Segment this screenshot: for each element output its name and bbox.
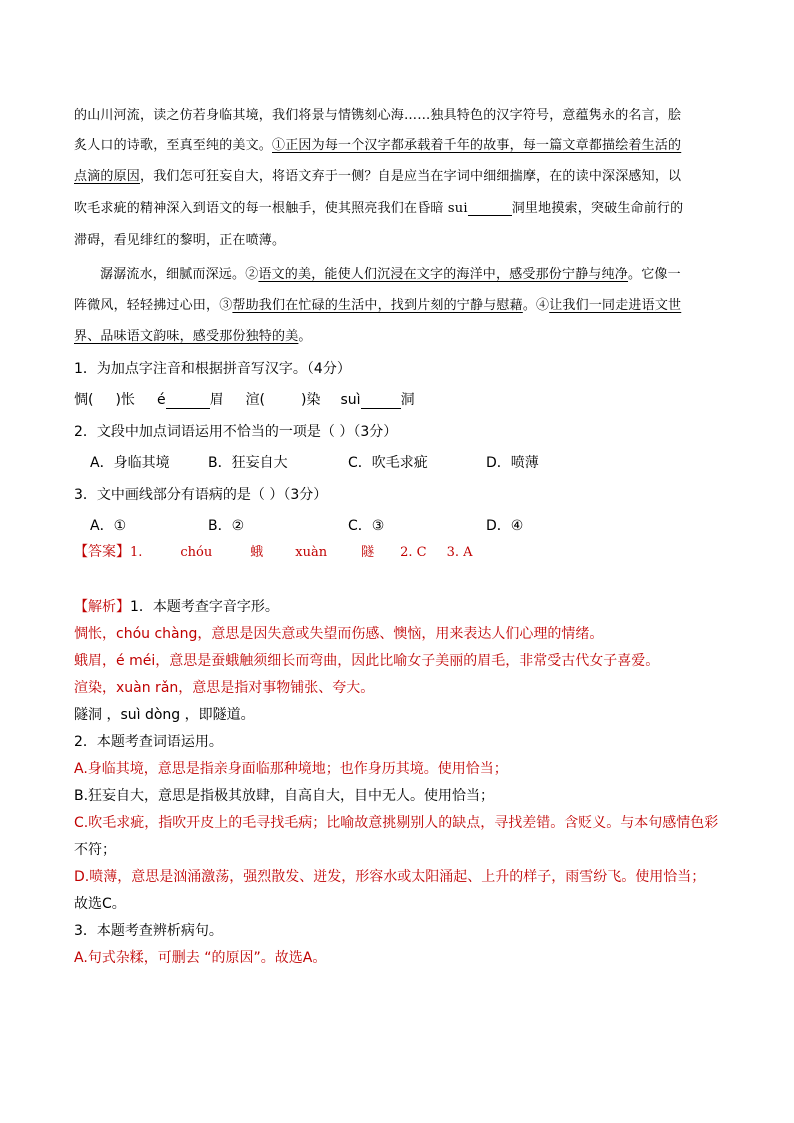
q3-option-a: A．① xyxy=(90,518,127,534)
q2-option-d: D．喷薄 xyxy=(486,455,539,471)
passage-line-3 xyxy=(74,165,681,184)
q2-option-c: C．吹毛求疵 xyxy=(348,455,428,471)
answer-item: 隧 xyxy=(361,545,375,560)
question-1-items xyxy=(74,389,415,409)
analysis-line: 不符； xyxy=(74,842,116,858)
question-3: 3．文中画线部分有语病的是（ ）（3分） xyxy=(74,487,328,503)
question-1: 1．为加点字注音和根据拼音写汉字。（4分） xyxy=(74,361,351,377)
answer-item: 2. C xyxy=(400,545,427,560)
analysis-line: 故选C。 xyxy=(74,896,126,912)
q1-item: )染 xyxy=(301,392,321,408)
analysis-intro: 1．本题考查字音字形。 xyxy=(130,599,279,615)
underlined-sentence-1: ①正因为每一个汉字都承载着千年的故事，每一篇文章都描绘着生活的 xyxy=(272,138,682,153)
analysis-line: 蛾眉，é méi，意思是蚕蛾触须细长而弯曲，因此比喻女子美丽的眉毛，非常受古代女子喜爱。 xyxy=(74,653,660,669)
underlined-sentence-3: 帮助我们在忙碌的生活中，找到片刻的宁静与慰藉 xyxy=(232,298,523,313)
analysis-line: D.喷薄，意思是汹涌激荡，强烈散发、迸发，形容水或太阳涌起、上升的样子，雨雪纷飞。使用恰当； xyxy=(74,869,706,885)
analysis-label: 【解析】 xyxy=(74,599,130,615)
question-2: 2．文段中加点词语运用不恰当的一项是（ ）（3分） xyxy=(74,424,398,440)
underlined-sentence-4: 让我们一同走进语文世 xyxy=(549,298,682,313)
analysis-line: 隧洞 ，suì dòng ，即隧道。 xyxy=(74,707,255,723)
passage-text: 阵微风，轻轻拂过心田， xyxy=(74,298,220,313)
analysis-line: B.狂妄自大，意思是指极其放肆，自高自大，目中无人。使用恰当； xyxy=(74,788,495,804)
passage-text: 炙人口的诗歌，至真至纯的美文。 xyxy=(74,138,273,153)
answer-item: 蛾 xyxy=(250,545,264,560)
q2-option-b: B．狂妄自大 xyxy=(208,455,288,471)
answer-label: 【答案】 xyxy=(74,544,130,560)
q1-item: suì xyxy=(340,392,361,408)
passage-text: 潺潺流水，细腻而深远。 xyxy=(100,267,246,282)
analysis-line: 3．本题考查辨析病句。 xyxy=(74,923,223,939)
answer-item: chóu xyxy=(180,545,213,560)
q3-option-b: B．② xyxy=(208,518,245,534)
analysis-line: A.句式杂糅，可删去 “的原因”。故选A。 xyxy=(74,950,327,966)
underlined-sentence-2: 语文的美，能使人们沉浸在文字的海洋中，感受那份宁静与纯净 xyxy=(258,267,629,282)
passage-line-2 xyxy=(74,134,681,153)
q2-option-a: A．身临其境 xyxy=(90,455,170,471)
answer-line xyxy=(74,541,473,561)
passage-text: 。 xyxy=(298,329,312,344)
marker-4: ④ xyxy=(536,298,550,313)
q3-option-d: D．④ xyxy=(486,518,524,534)
underlined-sentence-1-end: 点滴的原因 xyxy=(74,169,141,184)
passage-line-7 xyxy=(74,294,681,313)
analysis-line: 渲染，xuàn rǎn，意思是指对事物铺张、夸大。 xyxy=(74,680,375,696)
q1-item: 惆( xyxy=(74,392,94,408)
passage-line-5: 滞碍，看见绯红的黎明，正在喷薄。 xyxy=(74,233,286,248)
passage-text: 。 xyxy=(522,298,537,313)
underlined-sentence-4-end: 界、品味语文韵味，感受那份独特的美 xyxy=(74,329,299,344)
answer-item: 3. A xyxy=(446,545,473,560)
q3-option-c: C．③ xyxy=(348,518,385,534)
q1-item: 眉 xyxy=(209,392,224,408)
analysis-header xyxy=(74,596,279,616)
passage-line-6 xyxy=(100,263,681,282)
analysis-line: 2．本题考查词语运用。 xyxy=(74,734,223,750)
passage-text: ，我们怎可狂妄自大，将语文弃于一侧？自是应当在字词中细细揣摩，在的读中深深感知，以 xyxy=(140,169,682,184)
q1-item: é xyxy=(156,392,166,408)
q1-item: 渲( xyxy=(245,392,266,408)
fill-blank xyxy=(361,394,401,409)
answer-item: 1. xyxy=(130,545,143,560)
marker-2: ② xyxy=(245,267,259,282)
passage-text: 洞里地摸索，突破生命前行的 xyxy=(511,201,684,216)
answer-item: xuàn xyxy=(295,545,328,560)
q1-item: 洞 xyxy=(400,392,415,408)
analysis-line: 惆怅，chóu chàng，意思是因失意或失望而伤感、懊恼，用来表达人们心理的情绪。 xyxy=(74,626,604,642)
q1-item: )怅 xyxy=(115,392,135,408)
analysis-line: C.吹毛求疵，指吹开皮上的毛寻找毛病；比喻故意挑剔别人的缺点，寻找差错。含贬义。与本句感情色彩 xyxy=(74,815,719,831)
fill-blank xyxy=(468,201,512,216)
passage-line-1: 的山川河流，读之仿若身临其境，我们将景与情镌刻心海……独具特色的汉字符号，意蕴隽永的名言，脍 xyxy=(74,108,682,123)
passage-line-4 xyxy=(74,197,683,216)
analysis-line: A.身临其境，意思是指亲身面临那种境地；也作身历其境。使用恰当； xyxy=(74,761,508,777)
passage-text: 吹毛求疵的精神深入到语文的每一根触手，使其照亮我们在昏暗 sui xyxy=(74,201,468,216)
fill-blank xyxy=(166,394,210,409)
passage-line-8 xyxy=(74,325,312,344)
marker-3: ③ xyxy=(219,298,233,313)
passage-text: 。它像一 xyxy=(628,267,681,282)
